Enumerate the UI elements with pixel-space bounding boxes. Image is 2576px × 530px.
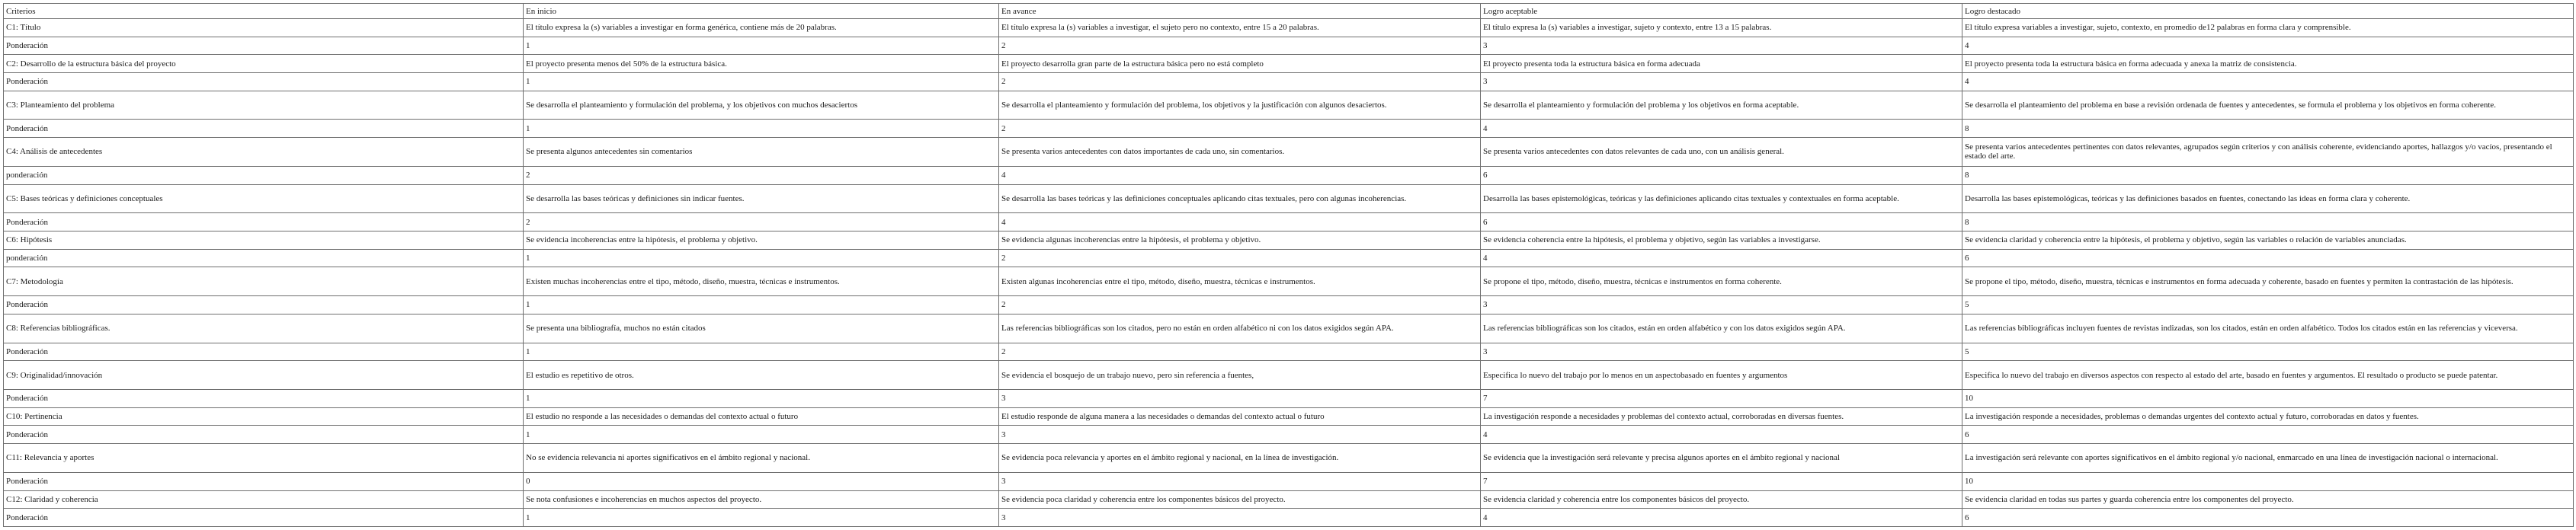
logro-destacado-cell: El título expresa variables a investigar, sujeto, contexto, en promedio de12 palabras en forma clara y comprensible. [1962, 19, 2574, 37]
ponderacion-value: 1 [524, 249, 999, 267]
criterion-row [4, 231, 2574, 250]
criterion-row [4, 444, 2574, 473]
ponderacion-row [4, 213, 2574, 231]
criterion-row [4, 490, 2574, 509]
ponderacion-value: 4 [999, 213, 1481, 231]
ponderacion-row [4, 509, 2574, 527]
ponderacion-value: 3 [999, 509, 1481, 527]
criterion-cell: Ponderación [4, 390, 524, 408]
ponderacion-value: 0 [524, 472, 999, 490]
logro-aceptable-cell: Desarrolla las bases epistemológicas, teóricas y las definiciones aplicando citas textuales y contextuales en forma aceptable. [1481, 184, 1962, 213]
ponderacion-value: 2 [524, 166, 999, 184]
criterion-row [4, 19, 2574, 37]
criterion-cell: C11: Relevancia y aportes [4, 444, 524, 473]
ponderacion-value: 1 [524, 120, 999, 138]
rubric-body [4, 19, 2574, 527]
ponderacion-value: 7 [1481, 390, 1962, 408]
en-avance-cell: Se evidencia poca claridad y coherencia entre los componentes básicos del proyecto. [999, 490, 1481, 509]
header-logro-aceptable: Logro aceptable [1481, 4, 1962, 19]
logro-aceptable-cell: El proyecto presenta toda la estructura básica en forma adecuada [1481, 55, 1962, 73]
ponderacion-value: 1 [524, 37, 999, 55]
en-avance-cell: El estudio responde de alguna manera a las necesidades o demandas del contexto actual o futuro [999, 407, 1481, 426]
ponderacion-value: 2 [999, 37, 1481, 55]
ponderacion-value: 1 [524, 72, 999, 91]
criterion-cell: C9: Originalidad/innovación [4, 361, 524, 390]
en-avance-cell: El proyecto desarrolla gran parte de la estructura básica pero no está completo [999, 55, 1481, 73]
ponderacion-value: 2 [524, 213, 999, 231]
logro-aceptable-cell: Especifica lo nuevo del trabajo por lo menos en un aspectobasado en fuentes y argumentos [1481, 361, 1962, 390]
logro-destacado-cell: La investigación responde a necesidades, problemas o demandas urgentes del contexto actual y futuro, corroboradas en datos y fuentes. [1962, 407, 2574, 426]
ponderacion-row [4, 390, 2574, 408]
criterion-cell: C8: Referencias bibliográficas. [4, 314, 524, 343]
en-inicio-cell: Se desarrolla las bases teóricas y definiciones sin indicar fuentes. [524, 184, 999, 213]
logro-aceptable-cell: Se evidencia que la investigación será relevante y precisa algunos aportes en el ámbito regional y nacional [1481, 444, 1962, 473]
ponderacion-value: 6 [1962, 426, 2574, 444]
logro-aceptable-cell: Se propone el tipo, método, diseño, muestra, técnicas e instrumentos en forma coherente. [1481, 267, 1962, 296]
en-inicio-cell: Se evidencia incoherencias entre la hipótesis, el problema y objetivo. [524, 231, 999, 250]
ponderacion-value: 5 [1962, 296, 2574, 314]
ponderacion-value: 3 [1481, 72, 1962, 91]
ponderacion-row [4, 426, 2574, 444]
ponderacion-value: 2 [999, 296, 1481, 314]
ponderacion-value: 3 [1481, 37, 1962, 55]
criterion-cell: C12: Claridad y coherencia [4, 490, 524, 509]
en-avance-cell: Se evidencia poca relevancia y aportes en el ámbito regional y nacional, en la línea de investigación. [999, 444, 1481, 473]
criterion-cell: C4: Análisis de antecedentes [4, 138, 524, 167]
ponderacion-value: 1 [524, 509, 999, 527]
criterion-cell: C6: Hipótesis [4, 231, 524, 250]
header-logro-destacado: Logro destacado [1962, 4, 2574, 19]
criterion-cell: C5: Bases teóricas y definiciones conceptuales [4, 184, 524, 213]
en-inicio-cell: El título expresa la (s) variables a investigar en forma genérica, contiene más de 20 palabras. [524, 19, 999, 37]
criterion-cell: Ponderación [4, 472, 524, 490]
logro-destacado-cell: Se presenta varios antecedentes pertinentes con datos relevantes, agrupados según criterios y con análisis coherente, evidenciando aportes, hallazgos y/o vacíos, presentando el estado del arte. [1962, 138, 2574, 167]
en-inicio-cell: Se nota confusiones e incoherencias en muchos aspectos del proyecto. [524, 490, 999, 509]
criterion-row [4, 91, 2574, 120]
ponderacion-value: 3 [999, 390, 1481, 408]
ponderacion-value: 4 [1481, 426, 1962, 444]
en-inicio-cell: Se presenta algunos antecedentes sin comentarios [524, 138, 999, 167]
logro-destacado-cell: Las referencias bibliográficas incluyen fuentes de revistas indizadas, son los citados, están en orden alfabético. Todos los citados están en las referencias y viceversa. [1962, 314, 2574, 343]
logro-aceptable-cell: Se evidencia coherencia entre la hipótesis, el problema y objetivo, según las variables a investigarse. [1481, 231, 1962, 250]
logro-aceptable-cell: Se presenta varios antecedentes con datos relevantes de cada uno, con un análisis general. [1481, 138, 1962, 167]
en-avance-cell: Se desarrolla las bases teóricas y las definiciones conceptuales aplicando citas textuales, pero con algunas incoherencias. [999, 184, 1481, 213]
en-inicio-cell: No se evidencia relevancia ni aportes significativos en el ámbito regional y nacional. [524, 444, 999, 473]
ponderacion-value: 7 [1481, 472, 1962, 490]
criterion-cell: C1: Título [4, 19, 524, 37]
criterion-row [4, 314, 2574, 343]
en-inicio-cell: El estudio es repetitivo de otros. [524, 361, 999, 390]
ponderacion-value: 6 [1481, 166, 1962, 184]
header-en-avance: En avance [999, 4, 1481, 19]
ponderacion-row [4, 249, 2574, 267]
ponderacion-value: 6 [1962, 509, 2574, 527]
en-avance-cell: Existen algunas incoherencias entre el tipo, método, diseño, muestra, técnicas e instrumentos. [999, 267, 1481, 296]
ponderacion-value: 8 [1962, 166, 2574, 184]
ponderacion-value: 1 [524, 390, 999, 408]
header-criterios: Criterios [4, 4, 524, 19]
criterion-cell: ponderación [4, 166, 524, 184]
header-row [4, 4, 2574, 19]
logro-destacado-cell: Se desarrolla el planteamiento del problema en base a revisión ordenada de fuentes y antecedentes, se formula el problema y los objetivos en forma coherente. [1962, 91, 2574, 120]
en-inicio-cell: Se presenta una bibliografía, muchos no están citados [524, 314, 999, 343]
criterion-cell: Ponderación [4, 37, 524, 55]
ponderacion-value: 1 [524, 343, 999, 361]
criterion-cell: Ponderación [4, 296, 524, 314]
logro-aceptable-cell: Se evidencia claridad y coherencia entre los componentes básicos del proyecto. [1481, 490, 1962, 509]
logro-destacado-cell: El proyecto presenta toda la estructura básica en forma adecuada y anexa la matriz de consistencia. [1962, 55, 2574, 73]
ponderacion-row [4, 472, 2574, 490]
criterion-row [4, 138, 2574, 167]
logro-destacado-cell: Se evidencia claridad en todas sus partes y guarda coherencia entre los componentes del proyecto. [1962, 490, 2574, 509]
ponderacion-row [4, 72, 2574, 91]
ponderacion-row [4, 166, 2574, 184]
criterion-cell: C3: Planteamiento del problema [4, 91, 524, 120]
criterion-cell: C7: Metodología [4, 267, 524, 296]
criterion-cell: Ponderación [4, 343, 524, 361]
criterion-row [4, 407, 2574, 426]
criterion-cell: C10: Pertinencia [4, 407, 524, 426]
en-inicio-cell: El proyecto presenta menos del 50% de la estructura básica. [524, 55, 999, 73]
ponderacion-value: 2 [999, 343, 1481, 361]
criterion-cell: Ponderación [4, 213, 524, 231]
ponderacion-value: 10 [1962, 472, 2574, 490]
ponderacion-value: 8 [1962, 120, 2574, 138]
ponderacion-value: 8 [1962, 213, 2574, 231]
criterion-cell: Ponderación [4, 72, 524, 91]
logro-aceptable-cell: La investigación responde a necesidades y problemas del contexto actual, corroboradas en diversas fuentes. [1481, 407, 1962, 426]
ponderacion-value: 2 [999, 249, 1481, 267]
logro-aceptable-cell: Se desarrolla el planteamiento y formulación del problema y los objetivos en forma aceptable. [1481, 91, 1962, 120]
logro-destacado-cell: La investigación será relevante con aportes significativos en el ámbito regional y/o nacional, enmarcado en una línea de investigación nacional o internacional. [1962, 444, 2574, 473]
rubric-header [4, 4, 2574, 19]
en-inicio-cell: Existen muchas incoherencias entre el tipo, método, diseño, muestra, técnicas e instrumentos. [524, 267, 999, 296]
ponderacion-value: 4 [999, 166, 1481, 184]
logro-aceptable-cell: El título expresa la (s) variables a investigar, sujeto y contexto, entre 13 a 15 palabras. [1481, 19, 1962, 37]
ponderacion-value: 3 [1481, 296, 1962, 314]
criterion-cell: ponderación [4, 249, 524, 267]
en-avance-cell: Se desarrolla el planteamiento y formulación del problema, los objetivos y la justificación con algunos desaciertos. [999, 91, 1481, 120]
en-avance-cell: Se evidencia algunas incoherencias entre la hipótesis, el problema y objetivo. [999, 231, 1481, 250]
ponderacion-value: 6 [1481, 213, 1962, 231]
en-avance-cell: Las referencias bibliográficas son los citados, pero no están en orden alfabético ni con los datos exigidos según APA. [999, 314, 1481, 343]
ponderacion-value: 5 [1962, 343, 2574, 361]
en-inicio-cell: Se desarrolla el planteamiento y formulación del problema, y los objetivos con muchos desaciertos [524, 91, 999, 120]
en-avance-cell: Se presenta varios antecedentes con datos importantes de cada uno, sin comentarios. [999, 138, 1481, 167]
logro-destacado-cell: Se evidencia claridad y coherencia entre la hipótesis, el problema y objetivo, según las variables o relación de variables anunciadas. [1962, 231, 2574, 250]
criterion-cell: Ponderación [4, 509, 524, 527]
criterion-row [4, 267, 2574, 296]
logro-destacado-cell: Desarrolla las bases epistemológicas, teóricas y las definiciones basados en fuentes, conectando las ideas en forma clara y coherente. [1962, 184, 2574, 213]
criterion-row [4, 361, 2574, 390]
logro-destacado-cell: Especifica lo nuevo del trabajo en diversos aspectos con respecto al estado del arte, basado en fuentes y argumentos. El resultado o producto se puede patentar. [1962, 361, 2574, 390]
rubric-table [3, 3, 2574, 527]
ponderacion-value: 3 [999, 426, 1481, 444]
criterion-row [4, 55, 2574, 73]
logro-destacado-cell: Se propone el tipo, método, diseño, muestra, técnicas e instrumentos en forma adecuada y coherente, basado en fuentes y permiten la contrastación de las hipótesis. [1962, 267, 2574, 296]
criterion-row [4, 184, 2574, 213]
criterion-cell: C2: Desarrollo de la estructura básica del proyecto [4, 55, 524, 73]
ponderacion-value: 1 [524, 296, 999, 314]
criterion-cell: Ponderación [4, 120, 524, 138]
ponderacion-row [4, 296, 2574, 314]
ponderacion-value: 4 [1481, 249, 1962, 267]
ponderacion-value: 2 [999, 120, 1481, 138]
ponderacion-value: 2 [999, 72, 1481, 91]
ponderacion-row [4, 120, 2574, 138]
ponderacion-value: 4 [1481, 120, 1962, 138]
header-en-inicio: En inicio [524, 4, 999, 19]
ponderacion-value: 6 [1962, 249, 2574, 267]
ponderacion-row [4, 37, 2574, 55]
ponderacion-value: 3 [999, 472, 1481, 490]
en-avance-cell: Se evidencia el bosquejo de un trabajo nuevo, pero sin referencia a fuentes, [999, 361, 1481, 390]
ponderacion-value: 4 [1962, 72, 2574, 91]
criterion-cell: Ponderación [4, 426, 524, 444]
logro-aceptable-cell: Las referencias bibliográficas son los citados, están en orden alfabético y con los datos exigidos según APA. [1481, 314, 1962, 343]
en-avance-cell: El título expresa la (s) variables a investigar, el sujeto pero no contexto, entre 15 a 20 palabras. [999, 19, 1481, 37]
ponderacion-value: 4 [1481, 509, 1962, 527]
ponderacion-value: 10 [1962, 390, 2574, 408]
ponderacion-value: 4 [1962, 37, 2574, 55]
ponderacion-value: 3 [1481, 343, 1962, 361]
ponderacion-value: 1 [524, 426, 999, 444]
en-inicio-cell: El estudio no responde a las necesidades o demandas del contexto actual o futuro [524, 407, 999, 426]
ponderacion-row [4, 343, 2574, 361]
